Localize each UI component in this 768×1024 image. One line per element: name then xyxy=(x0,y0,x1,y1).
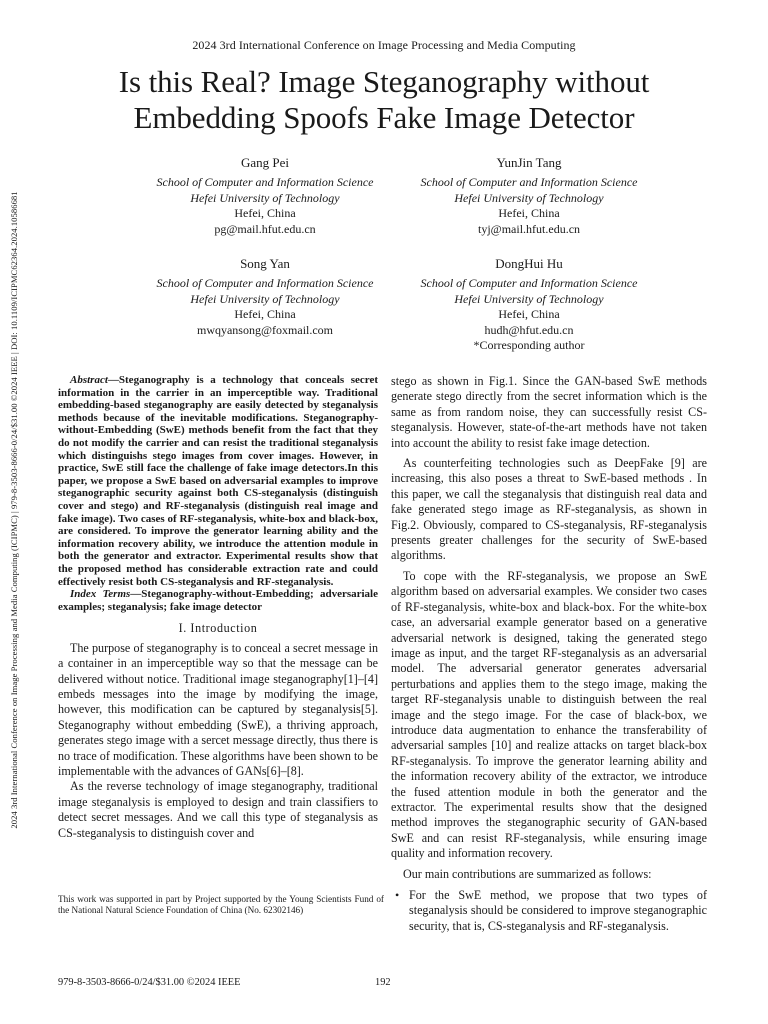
author-block xyxy=(364,256,694,353)
author-university: Hefei University of Technology xyxy=(454,190,604,205)
title-line: Embedding Spoofs Fake Image Detector xyxy=(133,100,635,135)
author-email: tyj@mail.hfut.edu.cn xyxy=(477,221,581,236)
left-column xyxy=(58,374,378,841)
author-email: pg@mail.hfut.edu.cn xyxy=(214,221,316,236)
author-email: mwqyansong@foxmail.com xyxy=(196,322,334,337)
index-terms-text: —Steganography-without-Embedding; adversariale examples; steganalysis; fake image detector xyxy=(58,588,378,613)
paragraph: The purpose of steganography is to conceal a secret message in a container in an imperceptible way so that the message can be delivered without notice. Traditional image steganography[1]–[4] embeds messages into the image by modifying the image, however, this modification can be captured by steganalysis[5]. Steganography without embedding (SwE), a thriving approach, generates stego image with a sercet message directly, thus there is no trace of modification. These algorithms have been shown to be implementable with the advances of GANs[6]–[8]. xyxy=(58,640,378,778)
author-university: Hefei University of Technology xyxy=(454,291,604,306)
author-department: School of Computer and Information Science xyxy=(156,276,374,291)
abstract-lead: Abstract xyxy=(70,374,108,386)
author-department: School of Computer and Information Science xyxy=(156,175,374,190)
paper-title xyxy=(40,64,728,136)
title-line: Is this Real? Image Steganography without xyxy=(118,64,650,99)
author-name: DongHui Hu xyxy=(495,256,563,271)
doi-side-note-text: 2024 3rd International Conference on Image Processing and Media Computing (ICIPMC) | 979-8-3503-8666-0/24/$31.00 ©2024 IEEE | DOI: 10.1109/ICIPMC62364.2024.10586681 xyxy=(9,191,19,829)
author-block xyxy=(364,155,694,237)
contribution-list xyxy=(391,888,707,934)
index-terms-lead: Index Terms xyxy=(70,588,131,601)
author-location: Hefei, China xyxy=(498,307,560,322)
author-department: School of Computer and Information Science xyxy=(420,276,638,291)
author-location: Hefei, China xyxy=(498,206,560,221)
author-location: Hefei, China xyxy=(234,206,296,221)
abstract-text: —Steganography is a technology that conceals secret information in the carrier in an imperceptible way. Traditional embedding-based steganography are easily detected by steganalysis methods because of the inevitable modifications. Steganography-without-Embedding (SwE) methods benefit from the fact that they do not modify the carrier and can resist the traditional steganalysis which distinguishs stego images from cover images. However, in practice, SwE still face the challenge of fake image detectors.In this paper, we propose a SwE based on adversarial examples to improve steganographic security against both CS-steganalysis (distinguish cover and stego) and RF-steganalysis (distinguish real image and fake image). Two cases of RF-steganalysis, white-box and black-box, are considered. To improve the generator learning ability and the information recovery ability, we introduce the attention module in both the generator and extractor. Experimental results show that the proposed method has considerable extraction rate and could effectively resist both CS-steganalysis and RF-steganalysis. xyxy=(58,374,378,588)
footnote: This work was supported in part by Project supported by the Young Scientists Fund of the National Natural Science Foundation of China (No. 62302146) xyxy=(58,894,384,916)
paragraph: Our main contributions are summarized as follows: xyxy=(403,866,652,881)
author-department: School of Computer and Information Science xyxy=(420,175,638,190)
index-terms xyxy=(58,588,378,613)
author-name: Song Yan xyxy=(240,256,290,271)
paragraph: As counterfeiting technologies such as DeepFake [9] are increasing, this also poses a threat to SwE-based methods . In this paper, we call the steganalysis that distinguish real data and fake generated stego image as RF-steganalysis, as shown in Fig.2. Obviously, compared to CS-steganalysis, RF-steganalysis presents greater challenges for the security of SwE-based algorithms. xyxy=(391,456,707,563)
list-item-text: For the SwE method, we propose that two types of steganalysis should be considered to improve steganographic security, that is, CS-steganalysis and RF-steganalysis. xyxy=(409,888,707,933)
abstract xyxy=(58,374,378,588)
author-university: Hefei University of Technology xyxy=(190,190,340,205)
right-column xyxy=(391,374,707,934)
paragraph: stego as shown in Fig.1. Since the GAN-based SwE methods generate stego directly from the secret information which is the same as from random noise, they can successfully resist CS-steganalysis. However, state-of-the-art methods have not taken into account the ability to resist fake image detection. xyxy=(391,374,707,450)
paragraph: As the reverse technology of image steganography, traditional image steganalysis is employed to design and train classifiers to detect secret messages. And we call this type of steganalysis as CS-steganalysis to distinguish cover and xyxy=(58,779,378,840)
corresponding-author-note: *Corresponding author xyxy=(473,338,585,353)
doi-side-note xyxy=(4,130,24,890)
section-heading: I. Introduction xyxy=(178,621,258,636)
author-name: YunJin Tang xyxy=(496,155,562,170)
page-number: 192 xyxy=(375,977,391,988)
bullet-icon: • xyxy=(395,888,400,902)
footer-copyright: 979-8-3503-8666-0/24/$31.00 ©2024 IEEE xyxy=(58,977,241,988)
paragraph: To cope with the RF-steganalysis, we propose an SwE algorithm based on adversarial examples. We consider two cases of RF-steganalysis, white-box and black-box. For the white-box case, an adversarial example generator based on a generative adversarial network is designed, taking the generated stego image as input, and the target RF-steganalysis as an adversarial model. The adversarial generator generates adversarial perturbations and applies them to the stego image, making the target RF-steganalysis unable to distinguish between the real image and the stego image. For the case of black-box, we introduce data augmentation to enhance the transferability of adversarial samples [10] and realize attacks on target black-box RF-steganalysis. To improve the generator learning ability and the information recovery ability of the extractor, we introduce the fused attention module in both the generator and the extractor. The experimental results show that the designed method improves the steganographic security of GAN-based SwE and can resist RF-steganalysis, while ensuring image quality and information recovery. xyxy=(391,568,707,861)
author-email: hudh@hfut.edu.cn xyxy=(484,322,574,337)
list-item xyxy=(391,888,707,934)
author-university: Hefei University of Technology xyxy=(190,291,340,306)
author-name: Gang Pei xyxy=(240,155,290,170)
conference-header: 2024 3rd International Conference on Image Processing and Media Computing xyxy=(192,38,576,52)
author-location: Hefei, China xyxy=(234,307,296,322)
